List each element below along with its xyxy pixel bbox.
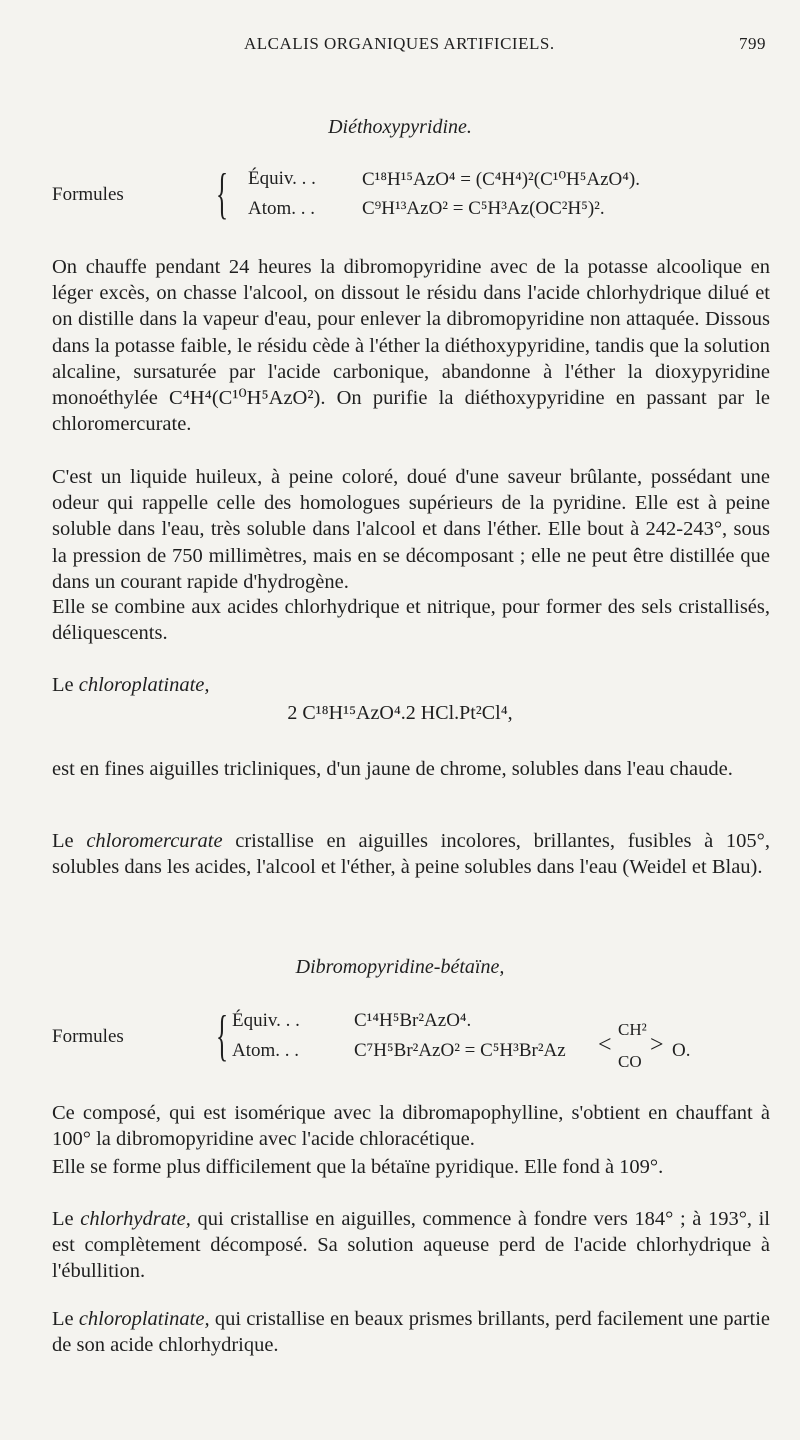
equiv-label: Équiv. . . [232, 1010, 300, 1031]
paragraph-salts: Elle se combine aux acides chlorhydrique et nitrique, pour former des sels cristallisés, déliquescents. [52, 596, 770, 645]
betaine-chloroplatinate-text: qui cristallise en beaux prismes brillants, perd facilement une partie de son acide chlorhydrique. [52, 1308, 770, 1357]
chlorhydrate-term: chlorhydrate, [80, 1208, 191, 1230]
atom-formula: C⁹H¹³AzO² = C⁵H³Az(OC²H⁵)². [362, 198, 605, 219]
branch-tail: O. [672, 1040, 691, 1061]
betaine-chloroplatinate-term: chloroplatinate, [78, 1308, 210, 1330]
paragraph-chloromercurate [52, 828, 770, 880]
chloroplatinate-term: chloroplatinate, [78, 674, 210, 696]
atom-formula: C⁷H⁵Br²AzO² = C⁵H³Br²Az [354, 1040, 566, 1061]
paragraph-chloroplatinate: est en fines aiguilles tricliniques, d'un jaune de chrome, solubles dans l'eau chaude. [52, 758, 733, 780]
equiv-formula: C¹⁸H¹⁵AzO⁴ = (C⁴H⁴)²(C¹⁰H⁵AzO⁴). [362, 169, 640, 190]
branch-bottom: CO [618, 1052, 642, 1071]
paragraph-formation: Elle se forme plus difficilement que la bétaïne pyridique. Elle fond à 109°. [52, 1156, 664, 1178]
brace-symbol: { [216, 163, 229, 225]
branch-top: CH² [618, 1020, 647, 1039]
chloroplatinate-prefix: Le [52, 674, 79, 696]
brace-symbol: { [216, 1005, 229, 1067]
page-number: 799 [739, 34, 766, 53]
branch-open-angle: < [598, 1032, 612, 1058]
section-title-dibromopyridine-betaine: Dibromopyridine-bétaïne, [295, 956, 505, 978]
chloromercurate-text: cristallise en aiguilles incolores, brillantes, fusibles à 105°, solubles dans les acides, l'alcool et l'éther, à peine solubles dans l'eau (Weidel et Blau). [52, 830, 770, 879]
section-title-diethoxypyridine: Diéthoxypyridine. [328, 116, 472, 138]
branch-close-angle: > [650, 1032, 664, 1058]
chloroplatinate-formula: 2 C¹⁸H¹⁵AzO⁴.2 HCl.Pt²Cl⁴, [287, 702, 513, 724]
paragraph-preparation: On chauffe pendant 24 heures la dibromopyridine avec de la potasse alcoolique en léger excès, on chasse l'alcool, on dissout le résidu dans l'acide chlorhydrique dilué et on distille dans la vapeur d'eau, pour enlever la dibromopyridine non attaquée. Dissous dans la potasse faible, le résidu cède à l'éther la diéthoxypyridine, tandis que la solution alcaline, sursaturée par l'acide carbonique, abandonne à l'éther la dioxypyridine monoéthylée C⁴H⁴(C¹⁰H⁵AzO²). On purifie la diéthoxypyridine en passant par le chloromercurate. [52, 256, 770, 436]
formula-block-diethoxypyridine [52, 163, 792, 232]
paragraph-isomer: Ce composé, qui est isomérique avec la dibromapophylline, s'obtient en chauffant à 100° la dibromopyridine avec l'acide chloracétique. [52, 1102, 770, 1151]
chloroplatinate-intro [52, 672, 770, 698]
paragraph-betaine-chloroplatinate [52, 1306, 770, 1358]
equiv-formula: C¹⁴H⁵Br²AzO⁴. [354, 1010, 472, 1031]
atom-label: Atom. . . [232, 1040, 300, 1061]
running-head [0, 34, 800, 60]
formulas-label: Formules [52, 184, 124, 205]
equiv-label: Équiv. . . [248, 168, 316, 189]
atom-label: Atom. . . [248, 198, 316, 219]
paragraph-chlorhydrate [52, 1206, 770, 1285]
betaine-chloroplatinate-prefix: Le [52, 1308, 79, 1330]
chlorhydrate-text: qui cristallise en aiguilles, commence à fondre vers 184° ; à 193°, il est complètement décomposé. Sa solution aqueuse perd de l'acide chlorhydrique à l'ébullition. [52, 1208, 770, 1283]
formula-block-betaine [52, 1005, 792, 1074]
chlorhydrate-prefix: Le [52, 1208, 81, 1230]
formulas-label: Formules [52, 1026, 124, 1047]
chloromercurate-prefix: Le [52, 830, 87, 852]
running-title: ALCALIS ORGANIQUES ARTIFICIELS. [244, 34, 555, 53]
chloromercurate-term: chloromercurate [86, 830, 223, 852]
paragraph-properties: C'est un liquide huileux, à peine coloré, doué d'une saveur brûlante, possédant une odeur qui rappelle celle des homologues supérieurs de la pyridine. Elle est à peine soluble dans l'eau, très soluble dans l'alcool et dans l'éther. Elle bout à 242-243°, sous la pression de 750 millimètres, mais en se décomposant ; elle ne peut être distillée que dans un courant rapide d'hydrogène. [52, 466, 770, 593]
